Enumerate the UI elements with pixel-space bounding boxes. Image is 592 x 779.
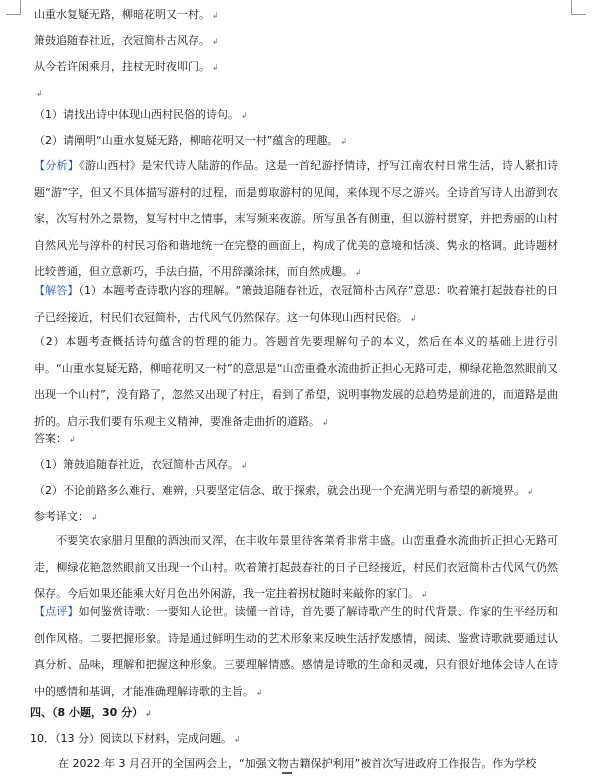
translation-paragraph: 不要笑农家腊月里酿的酒浊而又浑，在丰收年景里待客菜肴非常丰盛。山峦重叠水流曲折正担心无路可走，柳绿花艳忽然眼前又出现一个山村。吹着箫打起鼓春社的日子已经接近，村民们衣冠简朴古代风气仍然保存。今后如果还能乘大好月色出外闲游，我一定拄着拐杖随时来敲你的家门。 ↲ (34, 534, 558, 600)
question-10: 10．（13 分）阅读以下材料，完成问题。 ↲ (30, 732, 241, 745)
poem-line-2: 箫鼓追随春社近，衣冠简朴古风存。 ↲ (34, 34, 219, 47)
page-corner-mark-left (6, 0, 21, 15)
page-corner-mark-right (571, 0, 586, 15)
answer-2-paragraph: （2）本题考查概括诗句蕴含的哲理的能力。答题首先要理解句子的本义，然后在本义的基础上进行引申。“山重水复疑无路，柳暗花明又一村”的意思是“山峦重叠水流曲折正担心无路可走，柳绿花艳忽然眼前又出现一个山村”，没有路了，忽然又出现了村庄，看到了希望，说明事物发展的总趋势是前进的，而道路是曲折的。启示我们要有乐观主义精神，要准备走曲折的道路。 ↲ (34, 335, 558, 428)
poem-line-1: 山重水复疑无路，柳暗花明又一村。 ↲ (34, 8, 219, 21)
analysis-paragraph: 【分析】《游山西村》是宋代诗人陆游的作品。这是一首纪游抒情诗，抒写江南农村日常生活，诗人紧扣诗题“游”字，但又不具体描写游村的过程，而是剪取游村的见闻，来体现不尽之游兴。全诗首写诗人出游到农家，次写村外之景物，复写村中之情事，末写频来夜游。所写虽各有侧重，但以游村贯穿，并把秀丽的山村自然风光与淳朴的村民习俗和谐地统一在完整的画面上，构成了优美的意境和恬淡、隽永的格调。此诗题材比较普通，但立意新巧，手法白描，不用辞藻涂抹，而自然成趣。 ↲ (34, 159, 559, 278)
comment-tag: 【点评】 (34, 605, 79, 618)
section-title: 四、（8 小题，30 分） ↲ (30, 706, 152, 719)
poem-line-3: 从今若许闲乘月，拄杖无时夜叩门。 ↲ (34, 60, 219, 73)
analysis-tag: 【分析】 (34, 159, 80, 172)
page-footer-mark (282, 772, 292, 774)
material-text: 在 2022 年 3 月召开的全国两会上，“加强文物古籍保护利用”被首次写进政府工作报告。作为学校 (58, 757, 537, 770)
translation-label: 参考译文： ↲ (34, 510, 98, 523)
answer-tag: 【解答】 (34, 284, 79, 297)
question-2: （2）请阐明“山重水复疑无路，柳暗花明又一村”蕴含的理趣。 ↲ (34, 134, 348, 147)
answer-label: 答案： ↲ (34, 432, 76, 445)
answer-item-1: （1）箫鼓追随春社近，衣冠简朴古风存。 ↲ (34, 458, 248, 471)
question-1: （1）请找出诗中体现山西村民俗的诗句。 ↲ (34, 108, 248, 121)
answer-1-paragraph: 【解答】（1）本题考查诗歌内容的理解。“箫鼓追随春社近，衣冠简朴古风存”意思：吹着箫打起鼓春社的日子已经接近，村民们衣冠简朴，古代风气仍然保存。这一句体现山西村民俗。 ↲ (34, 284, 558, 324)
answer-item-2: （2）不论前路多么难行、难辨，只要坚定信念、敢于探索，就会出现一个充满光明与希望的新境界。 ↲ (34, 484, 534, 497)
blank-line: ↲ (36, 89, 43, 98)
comment-paragraph: 【点评】如何鉴赏诗歌：一要知人论世。读懂一首诗，首先要了解诗歌产生的时代背景、作家的生平经历和创作风格。二要把握形象。诗是通过鲜明生动的艺术形象来反映生活抒发感情，阅读、鉴赏诗歌就要通过认真分析、品味，理解和把握这种形象。三要理解情感。感情是诗歌的生命和灵魂，只有很好地体会诗人在诗中的感情和基调，才能准确理解诗歌的主旨。 ↲ (34, 605, 558, 698)
